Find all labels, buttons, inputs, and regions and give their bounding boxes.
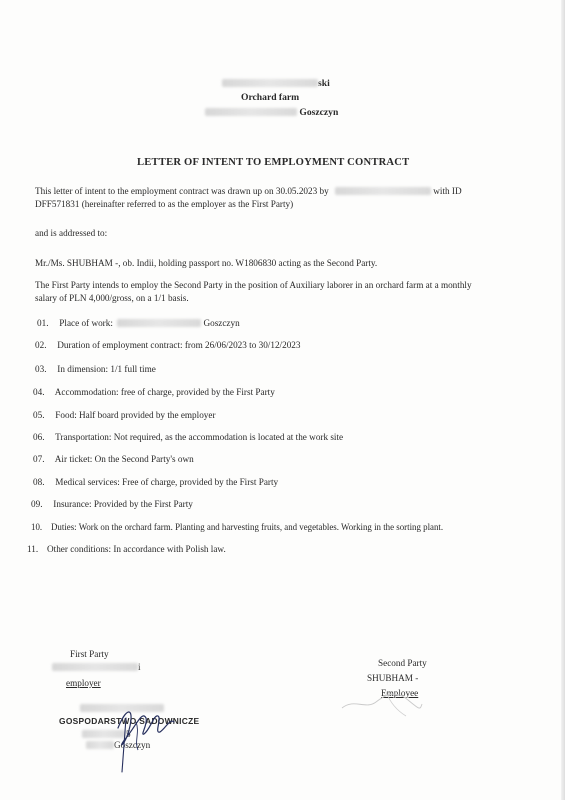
intro-line-2: DFF571831 (hereinafter referred to as the employer as the First Party) <box>35 199 294 209</box>
second-party-name: SHUBHAM - <box>367 673 419 683</box>
intent-line-2: salary of PLN 4,000/gross, on a 1/1 basis. <box>35 293 189 303</box>
first-party-role: employer <box>66 678 101 688</box>
redaction-block <box>222 79 318 87</box>
redaction-block <box>117 319 201 327</box>
stamp-line: 5 <box>82 729 131 740</box>
header-owner-name: ski <box>222 78 330 89</box>
first-party-signature <box>96 688 206 778</box>
second-party-identity: Mr./Ms. SHUBHAM -, ob. Indii, holding passport no. W1806830 acting as the Second Party. <box>35 258 378 268</box>
list-item: 11. Other conditions: In accordance with Polish law. <box>27 544 226 554</box>
intro-line-1: This letter of intent to the employment contract was drawn up on 30.05.2023 by with ID <box>35 186 462 196</box>
intent-line-1: The First Party intends to employ the Second Party in the position of Auxiliary laborer in an orchard farm at a monthly <box>35 280 472 290</box>
list-item: 06. Transportation: Not required, as the accommodation is located at the work site <box>33 432 344 442</box>
document-title: LETTER OF INTENT TO EMPLOYMENT CONTRACT <box>137 157 410 168</box>
list-item: 03. In dimension: 1/1 full time <box>35 364 156 374</box>
list-item: 09. Insurance: Provided by the First Party <box>31 499 193 509</box>
list-item: 07. Air ticket: On the Second Party's own <box>33 454 194 464</box>
first-party-name: i <box>52 662 141 673</box>
list-item: 10. Duties: Work on the orchard farm. Planting and harvesting fruits, and vegetables. Working in the sorting plant. <box>31 522 444 532</box>
header-address: Goszczyn <box>205 107 338 118</box>
header-farm-type: Orchard farm <box>241 92 300 103</box>
first-party-label: First Party <box>70 649 109 659</box>
list-item: 05. Food: Half board provided by the employer <box>33 410 216 420</box>
list-item: 02. Duration of employment contract: from 26/06/2023 to 30/12/2023 <box>35 340 301 350</box>
second-party-role: Employee <box>381 688 419 698</box>
scan-edge <box>561 0 565 800</box>
stamp-title: GOSPODARSTWO SADOWNICZE <box>59 716 200 726</box>
list-item: 01. Place of work: Goszczyn <box>37 318 240 328</box>
list-item: 04. Accommodation: free of charge, provided by the First Party <box>33 387 275 397</box>
addressed-line: and is addressed to: <box>35 228 108 238</box>
second-party-label: Second Party <box>378 658 427 668</box>
redaction-block <box>52 663 138 671</box>
list-item: 08. Medical services: Free of charge, provided by the First Party <box>33 477 279 487</box>
redaction-block <box>205 108 297 116</box>
stamp-city: Goszczyn <box>86 740 150 751</box>
second-party-signature <box>336 680 426 720</box>
redaction-block <box>335 187 431 195</box>
